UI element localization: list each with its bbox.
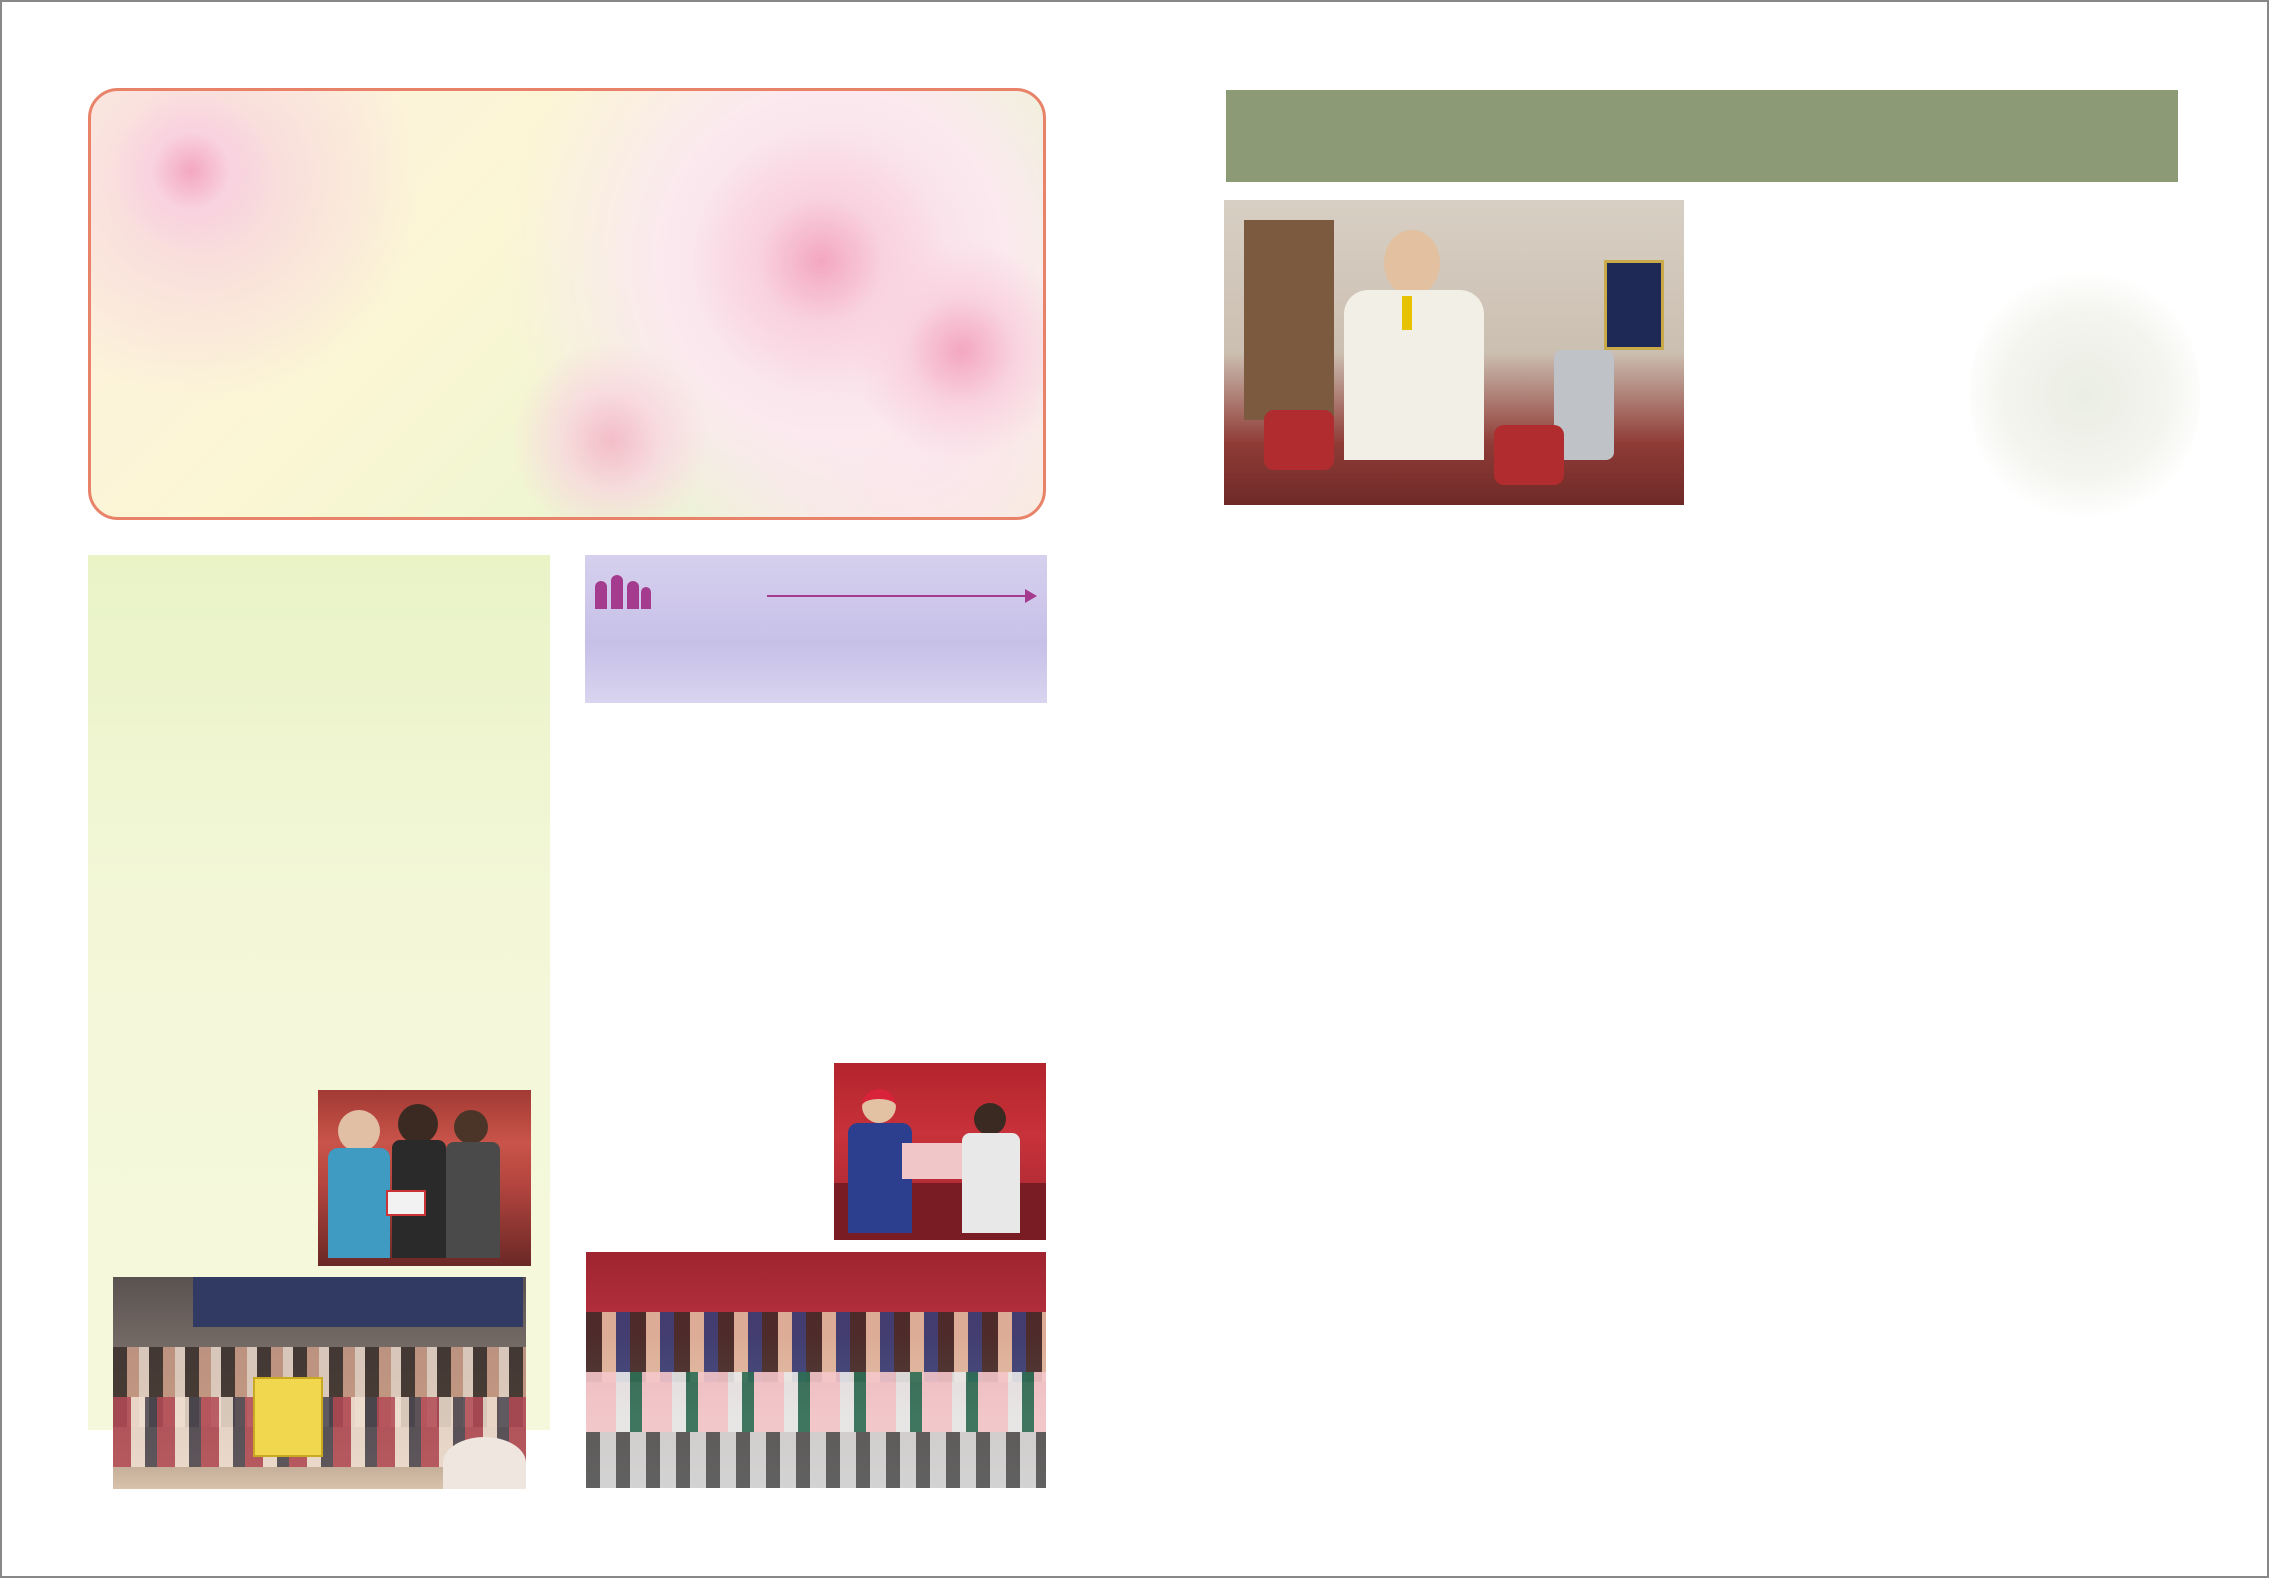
group-hiking-photo (113, 1277, 526, 1489)
blossom-decoration (511, 341, 711, 520)
decorative-flower-background (1970, 260, 2200, 530)
community-service-logo-icon (595, 567, 653, 609)
children-group-photo (586, 1252, 1046, 1488)
community-service-header (585, 555, 1047, 703)
lottery-photo (318, 1090, 531, 1266)
tag-arrow-line (767, 595, 1027, 597)
event-announcement-box (88, 88, 1046, 520)
arrow-icon (1025, 589, 1037, 603)
gift-presentation-photo (834, 1063, 1046, 1240)
speaker-photo (1224, 200, 1684, 505)
article-banner (1226, 90, 2178, 182)
blossom-decoration (111, 91, 271, 251)
